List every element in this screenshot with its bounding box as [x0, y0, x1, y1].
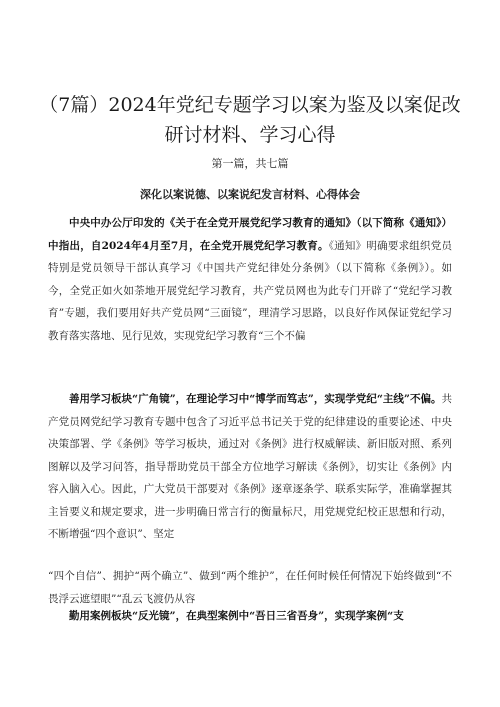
paragraph-4-lead: 勤用案例板块“反光镜”，在典型案例中“吾日三省吾身”，实现学案例“支: [69, 610, 404, 622]
paragraph-1-body: 《通知》明确要求组织党员特别是党员领导干部认真学习《中国共产党纪律处分条例》（以下简称《条例》）。如今，全党正如火如荼地开展党纪学习教育，共产党员网也为此专门开辟了“党纪学习教育”专题，我们要用好共产党员网“三面镜”，理清学习思路，以良好作风保证党纪学习教育落实落地、见行见效，实现党纪学习教育“三个不偏: [48, 239, 453, 342]
document-title-line-1: （7篇）2024年党纪专题学习以案为鉴及以案促改: [39, 94, 461, 116]
paragraph-2-lead: 善用学习板块“广角镜”，在理论学习中“博学而笃志”，实现学党纪“主线”不偏。: [69, 393, 442, 405]
paragraph-1-lead: 中央中办公厅印发的《关于在全党开展党纪学习教育的通知》（以下简称《通知》）中指出，自2024年4月至7月，在全党开展党纪学习教育。: [48, 217, 452, 252]
paragraph-2: [48, 388, 452, 546]
paragraph-3: [48, 565, 452, 610]
paragraph-2-body: 共产党员网党纪学习教育专题中包含了习近平总书记关于党的纪律建设的重要论述、中央决策部署、学《条例》等学习板块，通过对《条例》进行权威解读、新旧版对照、系列图解以及学习问答，指导帮助党员干部全方位地学习解读《条例》，切实让《条例》内容入脑入心。因此，广大党员干部要对《条例》逐章逐条学、联系实际学，准确掌握其主旨要义和规定要求，进一步明确日常言行的衡量标尺，用党规党纪校正思想和行动，不断增强“四个意识”、坚定: [48, 393, 452, 540]
section-heading: 深化以案说德、以案说纪发言材料、心得体会: [140, 188, 360, 201]
document-title-line-2: 研讨材料、学习心得: [164, 124, 336, 146]
section-label: 第一篇，共七篇: [211, 157, 289, 170]
paragraph-4: [48, 605, 452, 628]
paragraph-1: [48, 212, 452, 347]
paragraph-3-body: “四个自信”、拥护“两个确立”、做到“两个维护”，在任何时候任何情况下始终做到“不畏浮云遮望眼”“乱云飞渡仍从容: [48, 570, 452, 605]
